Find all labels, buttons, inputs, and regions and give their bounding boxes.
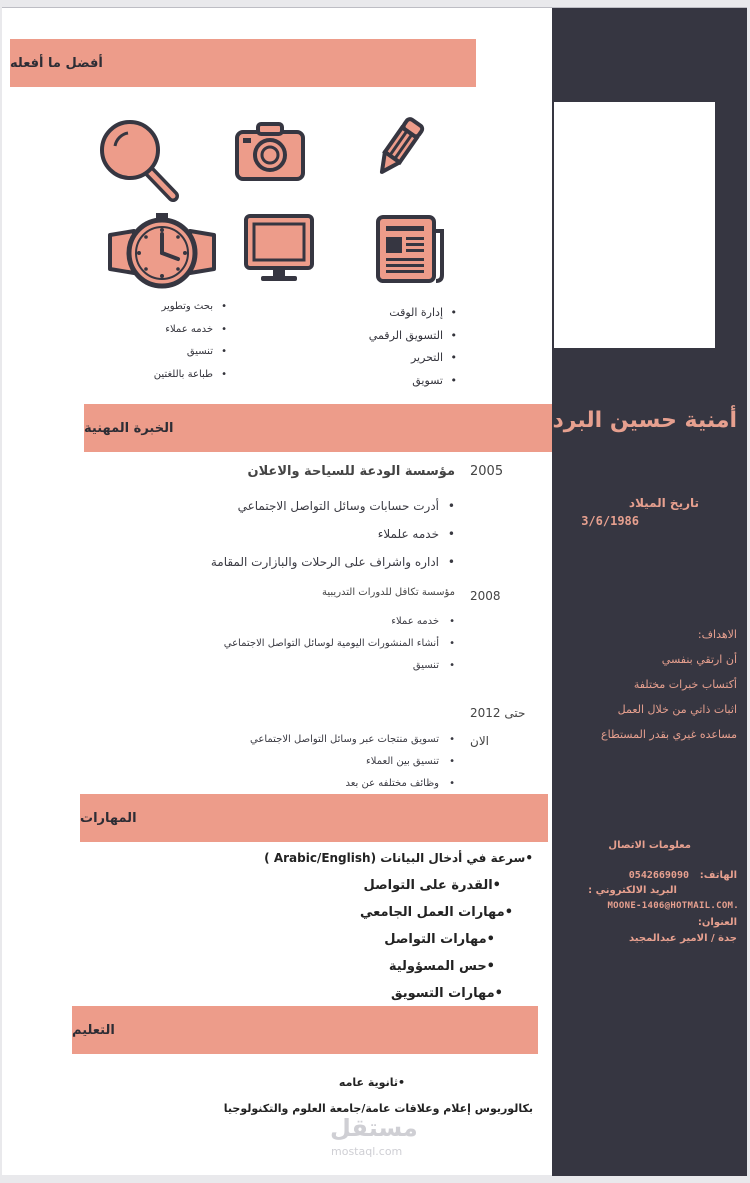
watermark-logo: مستقل [330,1114,418,1142]
skill-item: •مهارات التواصل [384,932,495,947]
list-item: • اداره واشراف على الرحلات والبازارت المقامة [211,548,455,576]
skills-list [264,845,533,1007]
watch-icon [106,213,218,293]
list-item: • إدارة الوقت [357,302,457,325]
job-year: حتى 2012 [470,706,526,720]
list-item: • خدمه عملاء [224,611,455,633]
goal-2: أكتساب خبرات مختلفة [633,678,737,691]
photo-placeholder [554,102,715,348]
email-value: MOONE-1406@HOTMAIL.COM. [607,901,739,911]
resume-page [2,7,747,1175]
email-label: البريد الالكتروني : [588,885,677,896]
skills-header [80,794,548,842]
address-label: العنوان: [697,917,737,928]
education-item: بكالوريوس إعلام وعلاقات عامة/جامعة العلوم والتكنولوجيا [223,1102,533,1115]
job-tasks [224,611,455,677]
skills-title: المهارات [80,810,137,826]
job-year: 2008 [470,589,501,603]
skill-item: •حس المسؤولية [388,959,495,974]
job-tasks [250,729,455,795]
list-item: • طباعة باللغتين [117,364,227,387]
best-section-header [10,39,476,87]
phone-value: 0542669090 [628,870,689,881]
job-company: مؤسسة تكافل للدورات التدريبية [322,587,455,598]
list-item: • تسويق منتجات عبر وسائل التواصل الاجتماعي [250,729,455,751]
education-header [72,1006,538,1054]
education-title: التعليم [72,1022,115,1038]
education-item: •ثانوية عامه [338,1076,405,1089]
list-item: • خدمه علملاء [211,520,455,548]
monitor-icon [243,213,315,285]
list-item: • تنسيق [117,341,227,364]
newspaper-icon [374,213,446,285]
list-item: • تسويق [357,370,457,393]
goals-title: الاهداف: [697,628,737,641]
list-item: • خدمه عملاء [117,319,227,342]
goal-1: أن ارتقي بنفسي [661,653,737,666]
contact-title: معلومات الاتصال [608,840,691,851]
list-item: • أنشاء المنشورات اليومية لوسائل التواصل الاجتماعي [224,633,455,655]
list-item: • تنسيق [224,655,455,677]
skill-item: •القدرة على التواصل [363,878,501,893]
best-section-title: أفضل ما أفعله [10,55,103,71]
list-item: • أدرت حسابات وسائل التواصل الاجتماعي [211,492,455,520]
goal-3: اثبات ذاتي من خلال العمل [617,703,737,716]
magnifier-icon [98,118,180,202]
address-value: جدة / الامير عبدالمجيد [629,933,737,944]
list-item: • بحث وتطوير [117,296,227,319]
birth-date: 3/6/1986 [581,514,639,528]
best-list-right [357,302,457,392]
watermark-url: mostaql.com [331,1145,403,1158]
job-year-note: الان [470,734,489,748]
experience-title: الخبرة المهنية [84,420,174,436]
birth-label: تاريخ الميلاد [628,496,699,510]
skill-item: •سرعة في أدخال البيانات (Arabic/English ) [264,851,533,865]
experience-header [84,404,552,452]
pencil-icon [364,115,432,183]
job-year: 2005 [470,464,504,479]
list-item: • تنسيق بين العملاء [250,751,455,773]
best-list-left [117,296,227,386]
person-name: أمنية حسين البرد [552,408,737,433]
camera-icon [234,120,306,182]
skill-item: •مهارات التسويق [391,986,503,1001]
phone-label: الهاتف: [699,870,737,881]
goal-4: مساعده غيري بقدر المستطاع [601,728,737,741]
list-item: • التسويق الرقمي [357,325,457,348]
skill-item: •مهارات العمل الجامعي [360,905,513,920]
list-item: • وظائف مختلفه عن بعد [250,773,455,795]
list-item: • التحرير [357,347,457,370]
job-tasks [211,492,455,576]
job-company: مؤسسة الودعة للسياحة والاعلان [247,464,455,479]
